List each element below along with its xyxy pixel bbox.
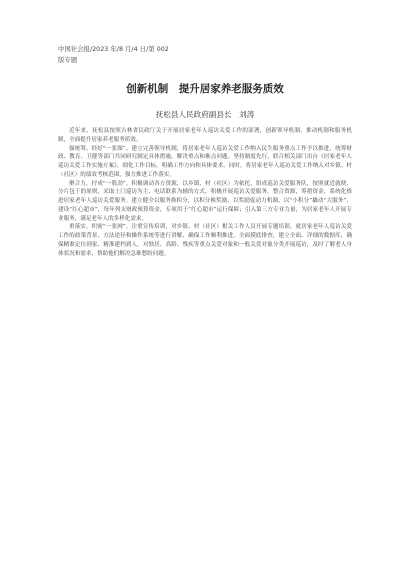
section-label: 版专题 xyxy=(58,56,78,64)
article-body xyxy=(58,127,352,258)
source-header xyxy=(58,44,358,66)
paragraph: 强统筹，经好“一张图”。建立完善领导机制，将居家老年人巡访关爱工作纳入民生服务重点工作予以推进，统筹财政、教育、卫健等部门共同研究制定具体措施，解决重点和难点问题。坚持制度先行，联合相关部门出台《居家老年人巡访关爱工作实施方案》，细化工作目标，明确工作方向和具体要求。同时，将居家老年人巡访关爱工作纳入对乡镇、村（社区）的绩效考核范围，强力推进工作落实。 xyxy=(58,145,352,178)
paragraph: 聚合力，拧成“一股劲”。积极调动各方资源，以乡镇、村（社区）为依托，组成巡访关爱服务队，按照就近就便、分片包干的原则，采取上门巡访为主、电话联系为辅的方式，积极开展巡访关爱服务。整合资源，筹措资金，系统化推进居家老年人巡访关爱服务。建立健全以服务换积分，以积分换奖励，以奖励促动力机制，以“小积分”撬动“大服务”，建设“红心超市”，每年列支财政预算资金，专项用于“红心超市”运行保障；引入第三方专业力量，为居家老年人开展专业服务，满足老年人的多样化需求。 xyxy=(58,180,352,222)
article-byline: 抚松县人民政府副县长 刘涛 xyxy=(155,110,255,119)
article-title: 创新机制 提升居家养老服务质效 xyxy=(126,83,284,95)
paragraph: 近年来，抚松县按照吉林省民政厅关于开展居家老年人巡访关爱工作的部署，创新领导机制、推动机制和服务机制，全面提升居家养老服务质效。 xyxy=(58,128,352,143)
source-line: 中国社会报/2023 年/8 月/4 日/第 002 xyxy=(58,45,169,53)
paragraph: 重落实，织密“一张网”。注重宣传培训，对乡镇、村（社区）相关工作人员开展专题培训，就居家老年人巡访关爱工作的政策背景、方法途径和操作系统等进行讲解，确保工作顺利推进。全面摸底排查，建立全面、详细的数据库，确保精准定位到家、精准建档到人。对独居、高龄、残疾等重点关爱对象和一般关爱对象分类开展巡访，及时了解老人身体状况和需求，帮助他们解决急难愁盼问题。 xyxy=(58,224,352,257)
